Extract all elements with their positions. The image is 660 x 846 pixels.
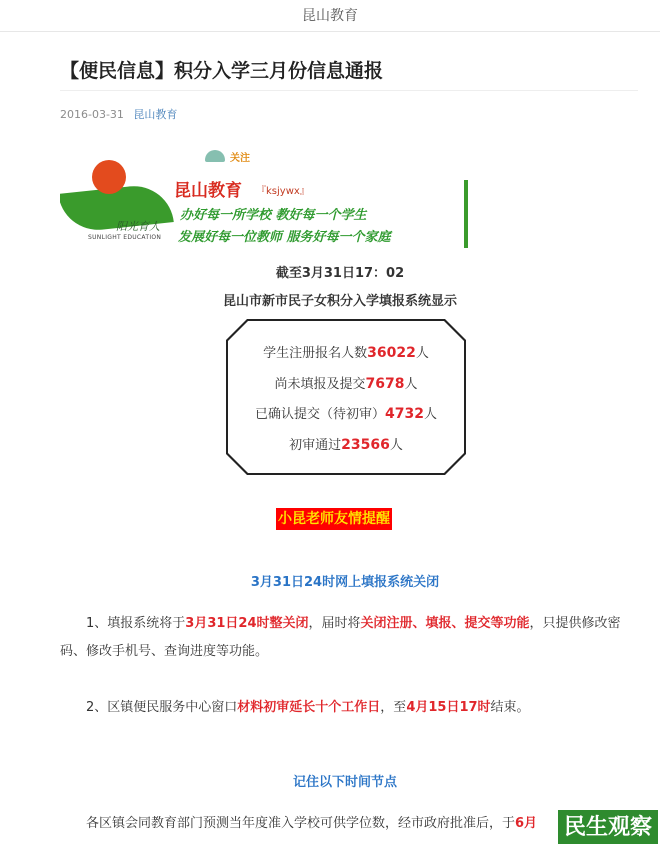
section-heading-timeline: 记住以下时间节点 [292, 775, 397, 790]
publish-date: 2016-03-31 [60, 108, 124, 121]
article-title: 【便民信息】积分入学三月份信息通报 [60, 60, 384, 82]
watermark-badge: 民生观察 [558, 810, 658, 844]
deadline-heading: 截至3月31日17：02 [275, 266, 405, 281]
brand-name: 昆山教育 [174, 181, 242, 201]
stat-pending-review: 已确认提交（待初审）4732人 [255, 406, 437, 422]
account-header [0, 0, 660, 32]
slogan-line-2: 发展好每一位教师 服务好每一个家庭 [178, 230, 391, 245]
logo-sun-shape [92, 160, 126, 194]
author-link[interactable]: 昆山教育 [133, 108, 178, 121]
paragraph-2: 2、区镇便民服务中心窗口材料初审延长十个工作日，至4月15日17时结束。 [86, 700, 530, 715]
account-banner-image [60, 148, 474, 248]
brand-handle: 『ksjywx』 [256, 186, 310, 197]
system-note-heading: 昆山市新市民子女积分入学填报系统显示 [222, 294, 457, 309]
banner-edge-bar [464, 180, 468, 248]
follow-icon [205, 150, 225, 162]
section-heading-system-close: 3月31日24时网上填报系统关闭 [250, 575, 440, 590]
stat-approved: 初审通过23566人 [289, 437, 403, 453]
paragraph-3: 各区镇会同教育部门预测当年度准入学校可供学位数，经市政府批准后，于6月 [86, 816, 538, 831]
title-divider [60, 90, 638, 91]
paragraph-1: 1、填报系统将于3月31日24时整关闭，届时将关闭注册、填报、提交等功能，只提供修改密码、修改手机号、查询进度等功能。 [60, 616, 621, 659]
logo-english-text: SUNLIGHT EDUCATION [88, 234, 162, 241]
account-name[interactable]: 昆山教育 [302, 8, 358, 24]
slogan-line-1: 办好每一所学校 教好每一个学生 [180, 208, 367, 223]
stat-registered: 学生注册报名人数36022人 [263, 345, 429, 361]
logo-text: 阳光育人 [116, 220, 160, 233]
reminder-badge: 小昆老师友情提醒 [276, 508, 392, 530]
article-meta [60, 106, 177, 122]
stat-not-submitted: 尚未填报及提交7678人 [274, 376, 418, 392]
follow-label: 关注 [230, 153, 250, 164]
